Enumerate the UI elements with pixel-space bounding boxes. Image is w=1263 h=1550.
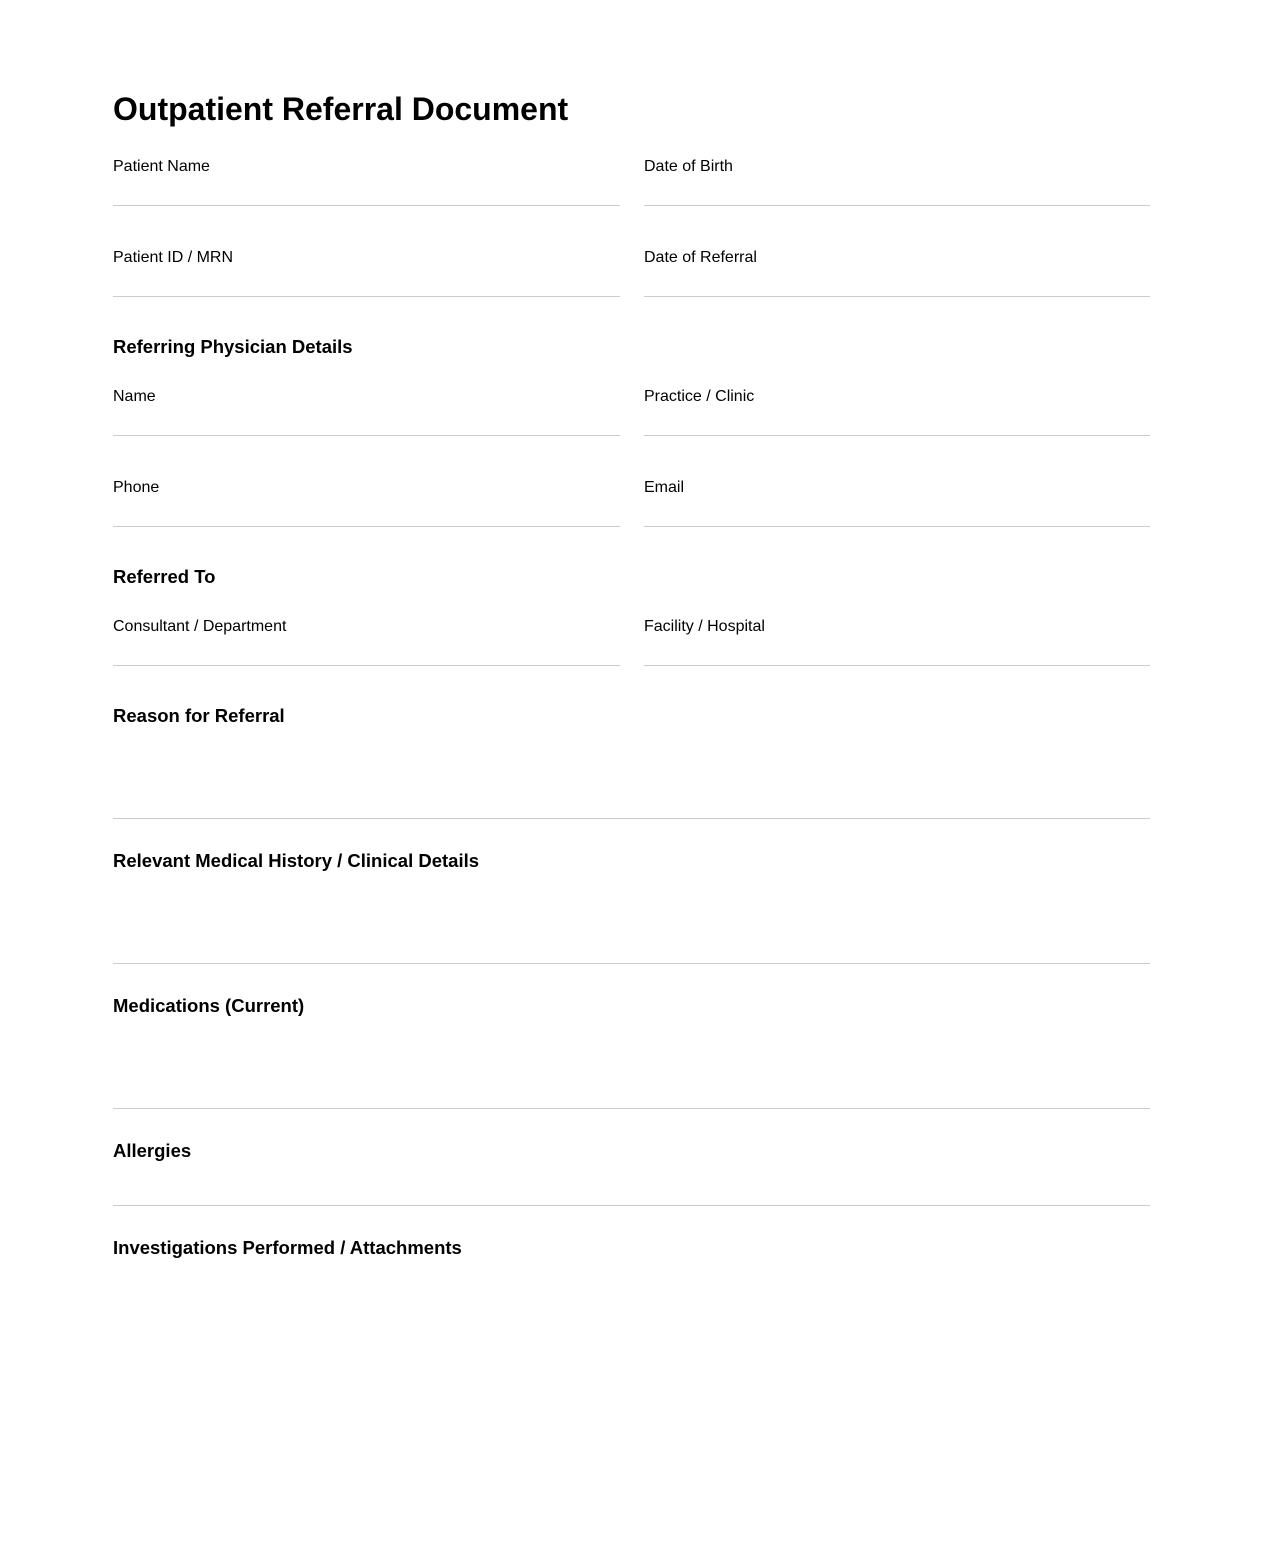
email-field[interactable]	[644, 526, 1150, 527]
practice-field[interactable]	[644, 435, 1150, 436]
patient-id-field[interactable]	[113, 296, 620, 297]
patient-name-label: Patient Name	[113, 158, 210, 175]
facility-label: Facility / Hospital	[644, 618, 765, 635]
medications-field[interactable]	[113, 1108, 1150, 1109]
dob-label: Date of Birth	[644, 158, 733, 175]
reason-field[interactable]	[113, 818, 1150, 819]
email-label: Email	[644, 479, 685, 496]
physician-name-field[interactable]	[113, 435, 620, 436]
document-title: Outpatient Referral Document	[113, 91, 569, 127]
referring-physician-heading: Referring Physician Details	[113, 336, 353, 357]
reason-heading: Reason for Referral	[113, 705, 285, 726]
referred-to-heading: Referred To	[113, 566, 216, 587]
patient-name-field[interactable]	[113, 205, 620, 206]
investigations-heading: Investigations Performed / Attachments	[113, 1237, 462, 1258]
allergies-heading: Allergies	[113, 1140, 192, 1161]
history-field[interactable]	[113, 963, 1150, 964]
referral-date-field[interactable]	[644, 296, 1150, 297]
dob-field[interactable]	[644, 205, 1150, 206]
referral-date-label: Date of Referral	[644, 249, 757, 266]
medications-heading: Medications (Current)	[113, 995, 305, 1016]
phone-field[interactable]	[113, 526, 620, 527]
practice-label: Practice / Clinic	[644, 388, 755, 405]
patient-id-label: Patient ID / MRN	[113, 249, 234, 266]
allergies-field[interactable]	[113, 1205, 1150, 1206]
facility-field[interactable]	[644, 665, 1150, 666]
history-heading: Relevant Medical History / Clinical Details	[113, 850, 480, 871]
physician-name-label: Name	[113, 388, 156, 405]
phone-label: Phone	[113, 479, 160, 496]
consultant-field[interactable]	[113, 665, 620, 666]
consultant-label: Consultant / Department	[113, 618, 287, 635]
